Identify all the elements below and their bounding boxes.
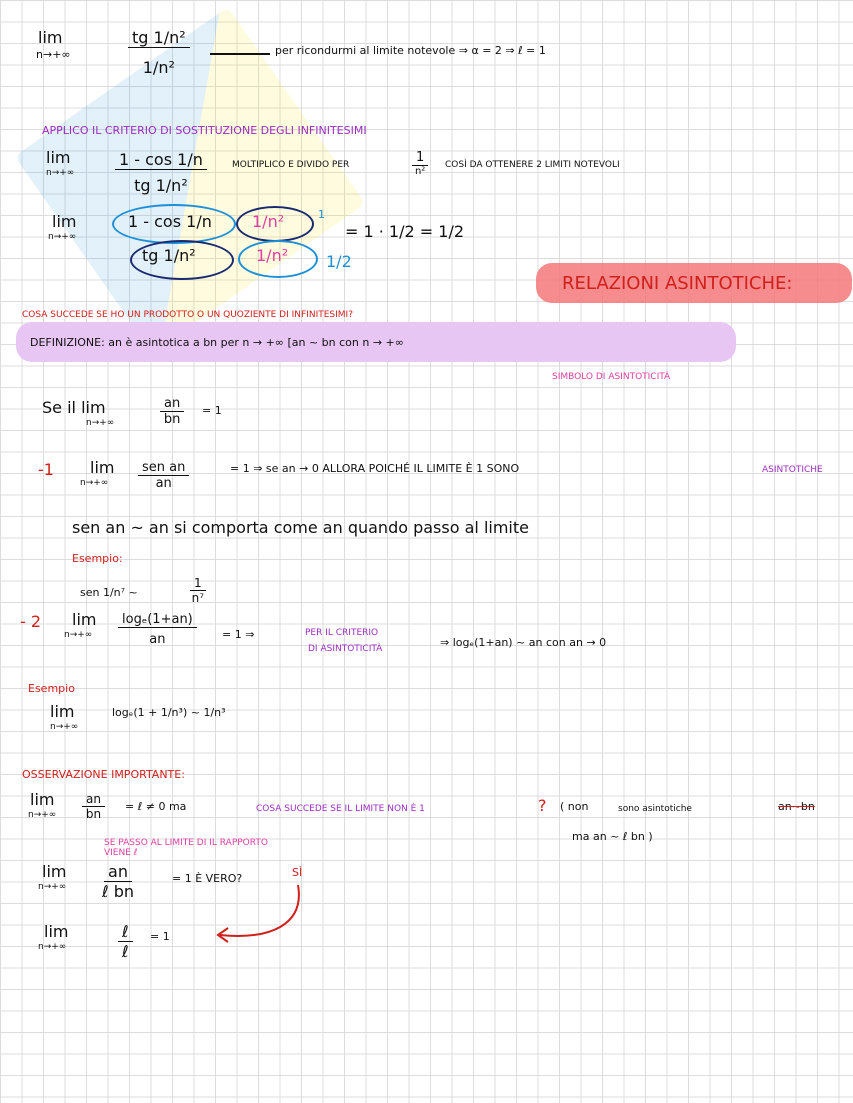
- answer: SÌ: [292, 866, 303, 879]
- text: sen an ~ an si comporta come an quando passo al limite: [72, 518, 529, 537]
- text: = 1 È VERO?: [172, 872, 243, 885]
- lim-subscript: n→+∞: [48, 232, 77, 242]
- lim-subscript: n→+∞: [46, 168, 75, 178]
- text: ?: [538, 796, 547, 815]
- text: sen 1/n⁷ ~: [80, 586, 138, 599]
- note: MOLTIPLICO E DIVIDO PER: [232, 160, 350, 170]
- fraction: [118, 922, 133, 961]
- question-text: COSA SUCCEDE SE HO UN PRODOTTO O UN QUOZIENTE DI INFINITESIMI?: [22, 310, 353, 320]
- lim-subscript: n→+∞: [38, 882, 67, 892]
- lim-subscript: n→+∞: [38, 942, 67, 952]
- result: ⇒ logₑ(1+an) ~ an con an → 0: [440, 636, 607, 649]
- note: DI ASINTOTICITÀ: [308, 644, 383, 654]
- item-number: - 2: [20, 612, 42, 631]
- lim-label: lim: [52, 212, 77, 231]
- text: logₑ(1 + 1/n³) ~ 1/n³: [112, 706, 226, 719]
- heading: APPLICO IL CRITERIO DI SOSTITUZIONE DEGLI INFINITESIMI: [42, 124, 367, 137]
- text: ma an ~ ℓ bn ): [572, 830, 653, 843]
- lim-label: lim: [72, 610, 97, 629]
- result: = 1 · 1/2 = 1/2: [345, 222, 465, 241]
- note: COSÌ DA OTTENERE 2 LIMITI NOTEVOLI: [445, 160, 620, 170]
- numerator: 1 - cos 1/n: [115, 150, 207, 170]
- lim-label: lim: [90, 458, 115, 477]
- symbol-note: SIMBOLO DI ASINTOTICITÀ: [552, 372, 671, 382]
- denominator: ℓ: [122, 942, 129, 961]
- text: = 1 ⇒ se an → 0 ALLORA POICHÉ IL LIMITE È 1 SONO: [230, 462, 520, 475]
- lim-label: lim: [44, 922, 69, 941]
- denominator: 1/n²: [256, 246, 289, 265]
- label: Esempio:: [72, 552, 123, 565]
- fraction: [138, 460, 189, 491]
- tag: ASINTOTICHE: [762, 465, 823, 475]
- lim-subscript: n→+∞: [50, 722, 79, 732]
- denominator: n²: [414, 166, 426, 177]
- fraction: [190, 576, 206, 605]
- lim-subscript: n→+∞: [36, 48, 71, 61]
- text: ( non: [560, 800, 589, 813]
- label: Esempio: [28, 682, 75, 695]
- text: = 1 ⇒: [222, 628, 255, 641]
- numerator: an: [82, 792, 105, 807]
- numerator: logₑ(1+an): [118, 612, 197, 628]
- note: per ricondurmi al limite notevole ⇒ α = 2 ⇒ ℓ = 1: [275, 44, 546, 57]
- note: SE PASSO AL LIMITE DI IL RAPPORTO VIENE ℓ: [104, 838, 268, 858]
- section-heading: OSSERVAZIONE IMPORTANTE:: [22, 768, 185, 781]
- text: = 1: [202, 404, 222, 417]
- numerator: tg 1/n²: [128, 28, 190, 48]
- value-label: 1/2: [326, 252, 352, 271]
- lim-subscript: n→+∞: [80, 478, 109, 488]
- section-title: RELAZIONI ASINTOTICHE:: [562, 273, 793, 294]
- denominator: bn: [85, 807, 102, 821]
- text: Se il lim: [42, 398, 106, 417]
- lim-label: lim: [30, 790, 55, 809]
- lim-label: lim: [46, 148, 71, 167]
- definition-text: DEFINIZIONE: an è asintotica a bn per n → +∞ [an ~ bn con n → +∞: [30, 336, 404, 349]
- curved-arrow-icon: [210, 880, 310, 950]
- lim-subscript: n→+∞: [86, 418, 115, 428]
- numerator: 1: [190, 576, 206, 591]
- lim-label: lim: [38, 28, 63, 47]
- arrow-icon: [210, 53, 270, 55]
- lim-label: lim: [42, 862, 67, 881]
- denominator: an: [155, 476, 172, 491]
- struck-text: an~bn: [778, 800, 815, 813]
- numerator: 1: [412, 150, 428, 166]
- denominator: 1/n²: [142, 58, 175, 77]
- text: = ℓ ≠ 0 ma: [125, 800, 187, 813]
- denominator: tg 1/n²: [134, 176, 188, 195]
- denominator: tg 1/n²: [142, 246, 196, 265]
- fraction: [115, 150, 207, 195]
- text: = 1: [150, 930, 170, 943]
- numerator: ℓ: [118, 922, 133, 942]
- fraction: [118, 612, 197, 647]
- lim-subscript: n→+∞: [64, 630, 93, 640]
- numerator: 1/n²: [252, 212, 285, 231]
- denominator: ℓ bn: [102, 882, 134, 901]
- lim-label: lim: [50, 702, 75, 721]
- item-number: -1: [38, 460, 54, 479]
- fraction: [82, 792, 105, 821]
- fraction: [412, 150, 428, 177]
- numerator: sen an: [138, 460, 189, 476]
- fraction: [160, 396, 184, 427]
- lim-subscript: n→+∞: [28, 810, 57, 820]
- fraction: [102, 862, 134, 901]
- denominator: an: [149, 632, 166, 647]
- denominator: n⁷: [191, 591, 205, 605]
- denominator: bn: [163, 412, 181, 427]
- numerator: an: [104, 862, 132, 882]
- question-text: COSA SUCCEDE SE IL LIMITE NON È 1: [256, 804, 425, 814]
- text: sono asintotiche: [618, 804, 692, 814]
- note: PER IL CRITERIO: [305, 628, 379, 638]
- numerator: 1 - cos 1/n: [128, 212, 212, 231]
- fraction: [128, 28, 190, 77]
- numerator: an: [160, 396, 184, 412]
- value-label: 1: [318, 208, 325, 221]
